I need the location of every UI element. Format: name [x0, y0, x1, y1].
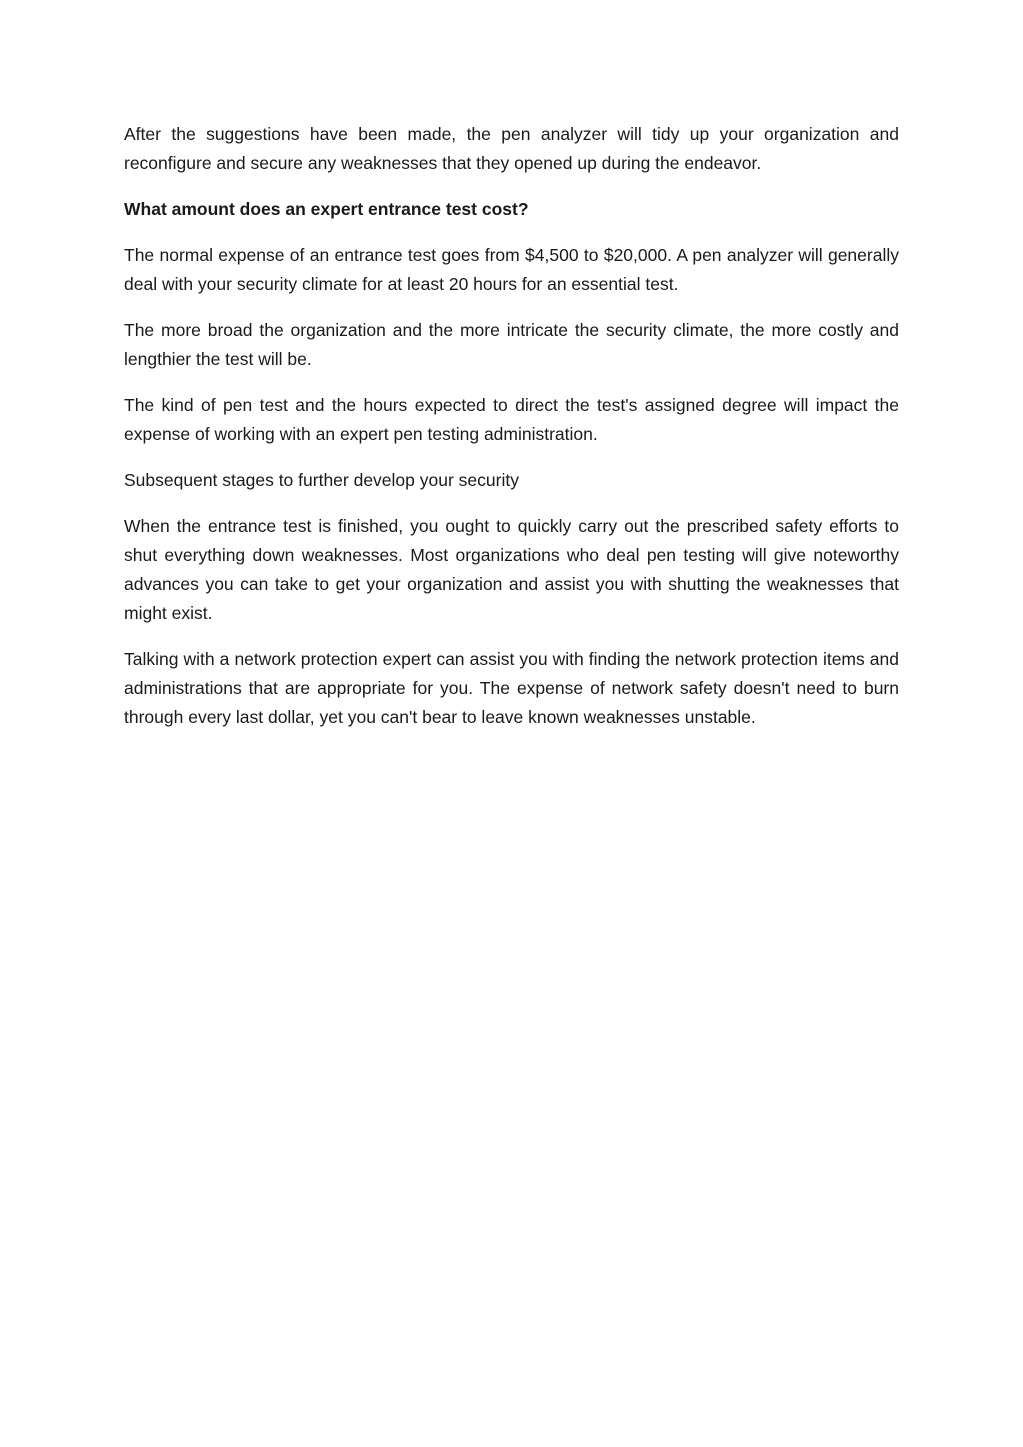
paragraph-organization-size: The more broad the organization and the more intricate the security climate, the more costly and lengthier the test will be. [124, 320, 899, 369]
paragraph-after-test: When the entrance test is finished, you ought to quickly carry out the prescribed safety efforts to shut everything down weaknesses. Most organizations who deal pen testing will give noteworthy advances you can take to get your organization and assist you with shutting the weaknesses that might exist. [124, 516, 899, 623]
section-heading-cost: What amount does an expert entrance test cost? [124, 199, 529, 219]
paragraph-expense-range: The normal expense of an entrance test goes from $4,500 to $20,000. A pen analyzer will generally deal with your security climate for at least 20 hours for an essential test. [124, 245, 899, 294]
paragraph-subsequent-stages: Subsequent stages to further develop your security [124, 470, 519, 490]
paragraph-expert-advice: Talking with a network protection expert can assist you with finding the network protection items and administrations that are appropriate for you. The expense of network safety doesn't need to burn through every last dollar, yet you can't bear to leave known weaknesses unstable. [124, 649, 899, 727]
paragraph-test-kind: The kind of pen test and the hours expected to direct the test's assigned degree will impact the expense of working with an expert pen testing administration. [124, 395, 899, 444]
paragraph-cleanup: After the suggestions have been made, the pen analyzer will tidy up your organization and reconfigure and secure any weaknesses that they opened up during the endeavor. [124, 124, 899, 173]
document-page [124, 120, 899, 749]
